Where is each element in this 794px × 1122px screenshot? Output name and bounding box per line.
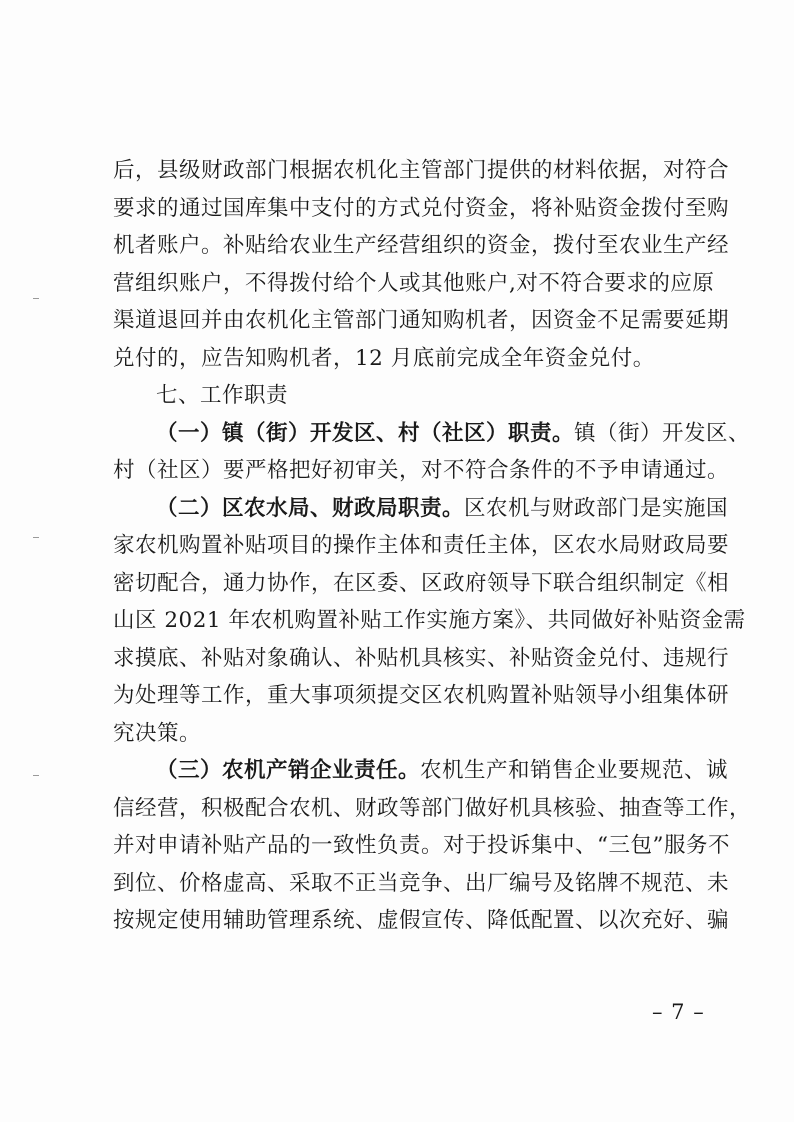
section-heading: 七、工作职责 xyxy=(156,383,289,408)
paragraph-line: 后，县级财政部门根据农机化主管部门提供的材料依据，对符合 xyxy=(113,158,730,183)
paragraph-line: 求摸底、补贴对象确认、补贴机具核实、补贴资金兑付、违规行 xyxy=(113,645,730,671)
margin-mark xyxy=(33,537,39,538)
item-1-first-line xyxy=(113,415,751,453)
paragraph-line: 并对申请补贴产品的一致性负责。对于投诉集中、“三包”服务不 xyxy=(113,833,730,858)
paragraph-line: 究决策。 xyxy=(113,720,202,746)
margin-mark xyxy=(33,775,39,776)
item-3-first-line xyxy=(113,752,729,790)
paragraph-line: 家农机购置补贴项目的操作主体和责任主体，区农水局财政局要 xyxy=(113,533,730,558)
item-2-first-line xyxy=(113,490,729,528)
paragraph-line: 兑付的，应告知购机者，12 月底前完成全年资金兑付。 xyxy=(113,345,655,371)
paragraph-line: 到位、价格虚高、采取不正当竞争、出厂编号及铭牌不规范、未 xyxy=(113,870,730,896)
paragraph-line: 密切配合，通力协作，在区委、区政府领导下联合组织制定《相 xyxy=(113,570,730,596)
paragraph-line: 渠道退回并由农机化主管部门通知购机者，因资金不足需要延期 xyxy=(113,308,730,333)
paragraph-line: 要求的通过国库集中支付的方式兑付资金，将补贴资金拨付至购 xyxy=(113,195,730,221)
page-number: – 7 – xyxy=(652,1000,705,1024)
item-3-title: （三）农机产销企业责任。 xyxy=(156,758,421,783)
item-3-text: 农机生产和销售企业要规范、诚 xyxy=(420,758,729,783)
item-2-title: （二）区农水局、财政局职责。 xyxy=(156,495,465,521)
paragraph-line: 村（社区）要严格把好初审关，对不符合条件的不予申请通过。 xyxy=(113,458,730,483)
paragraph-line: 山区 2021 年农机购置补贴工作实施方案》、共同做好补贴资金需 xyxy=(113,608,746,633)
margin-mark xyxy=(33,298,39,299)
item-2-text: 区农机与财政部门是实施国 xyxy=(464,495,729,521)
document-body xyxy=(113,152,752,940)
paragraph-line: 按规定使用辅助管理系统、虚假宣传、降低配置、以次充好、骗 xyxy=(113,908,730,933)
paragraph-line: 信经营，积极配合农机、财政等部门做好机具核验、抽查等工作， xyxy=(113,795,752,821)
item-1-text: 镇（街）开发区、 xyxy=(574,420,751,446)
paragraph-line: 机者账户。补贴给农业生产经营组织的资金，拨付至农业生产经 xyxy=(113,233,730,258)
paragraph-line: 为处理等工作，重大事项须提交区农机购置补贴领导小组集体研 xyxy=(113,683,730,708)
item-1-title: （一）镇（街）开发区、村（社区）职责。 xyxy=(156,420,575,446)
paragraph-line: 营组织账户，不得拨付给个人或其他账户,对不符合要求的应原 xyxy=(113,270,715,296)
